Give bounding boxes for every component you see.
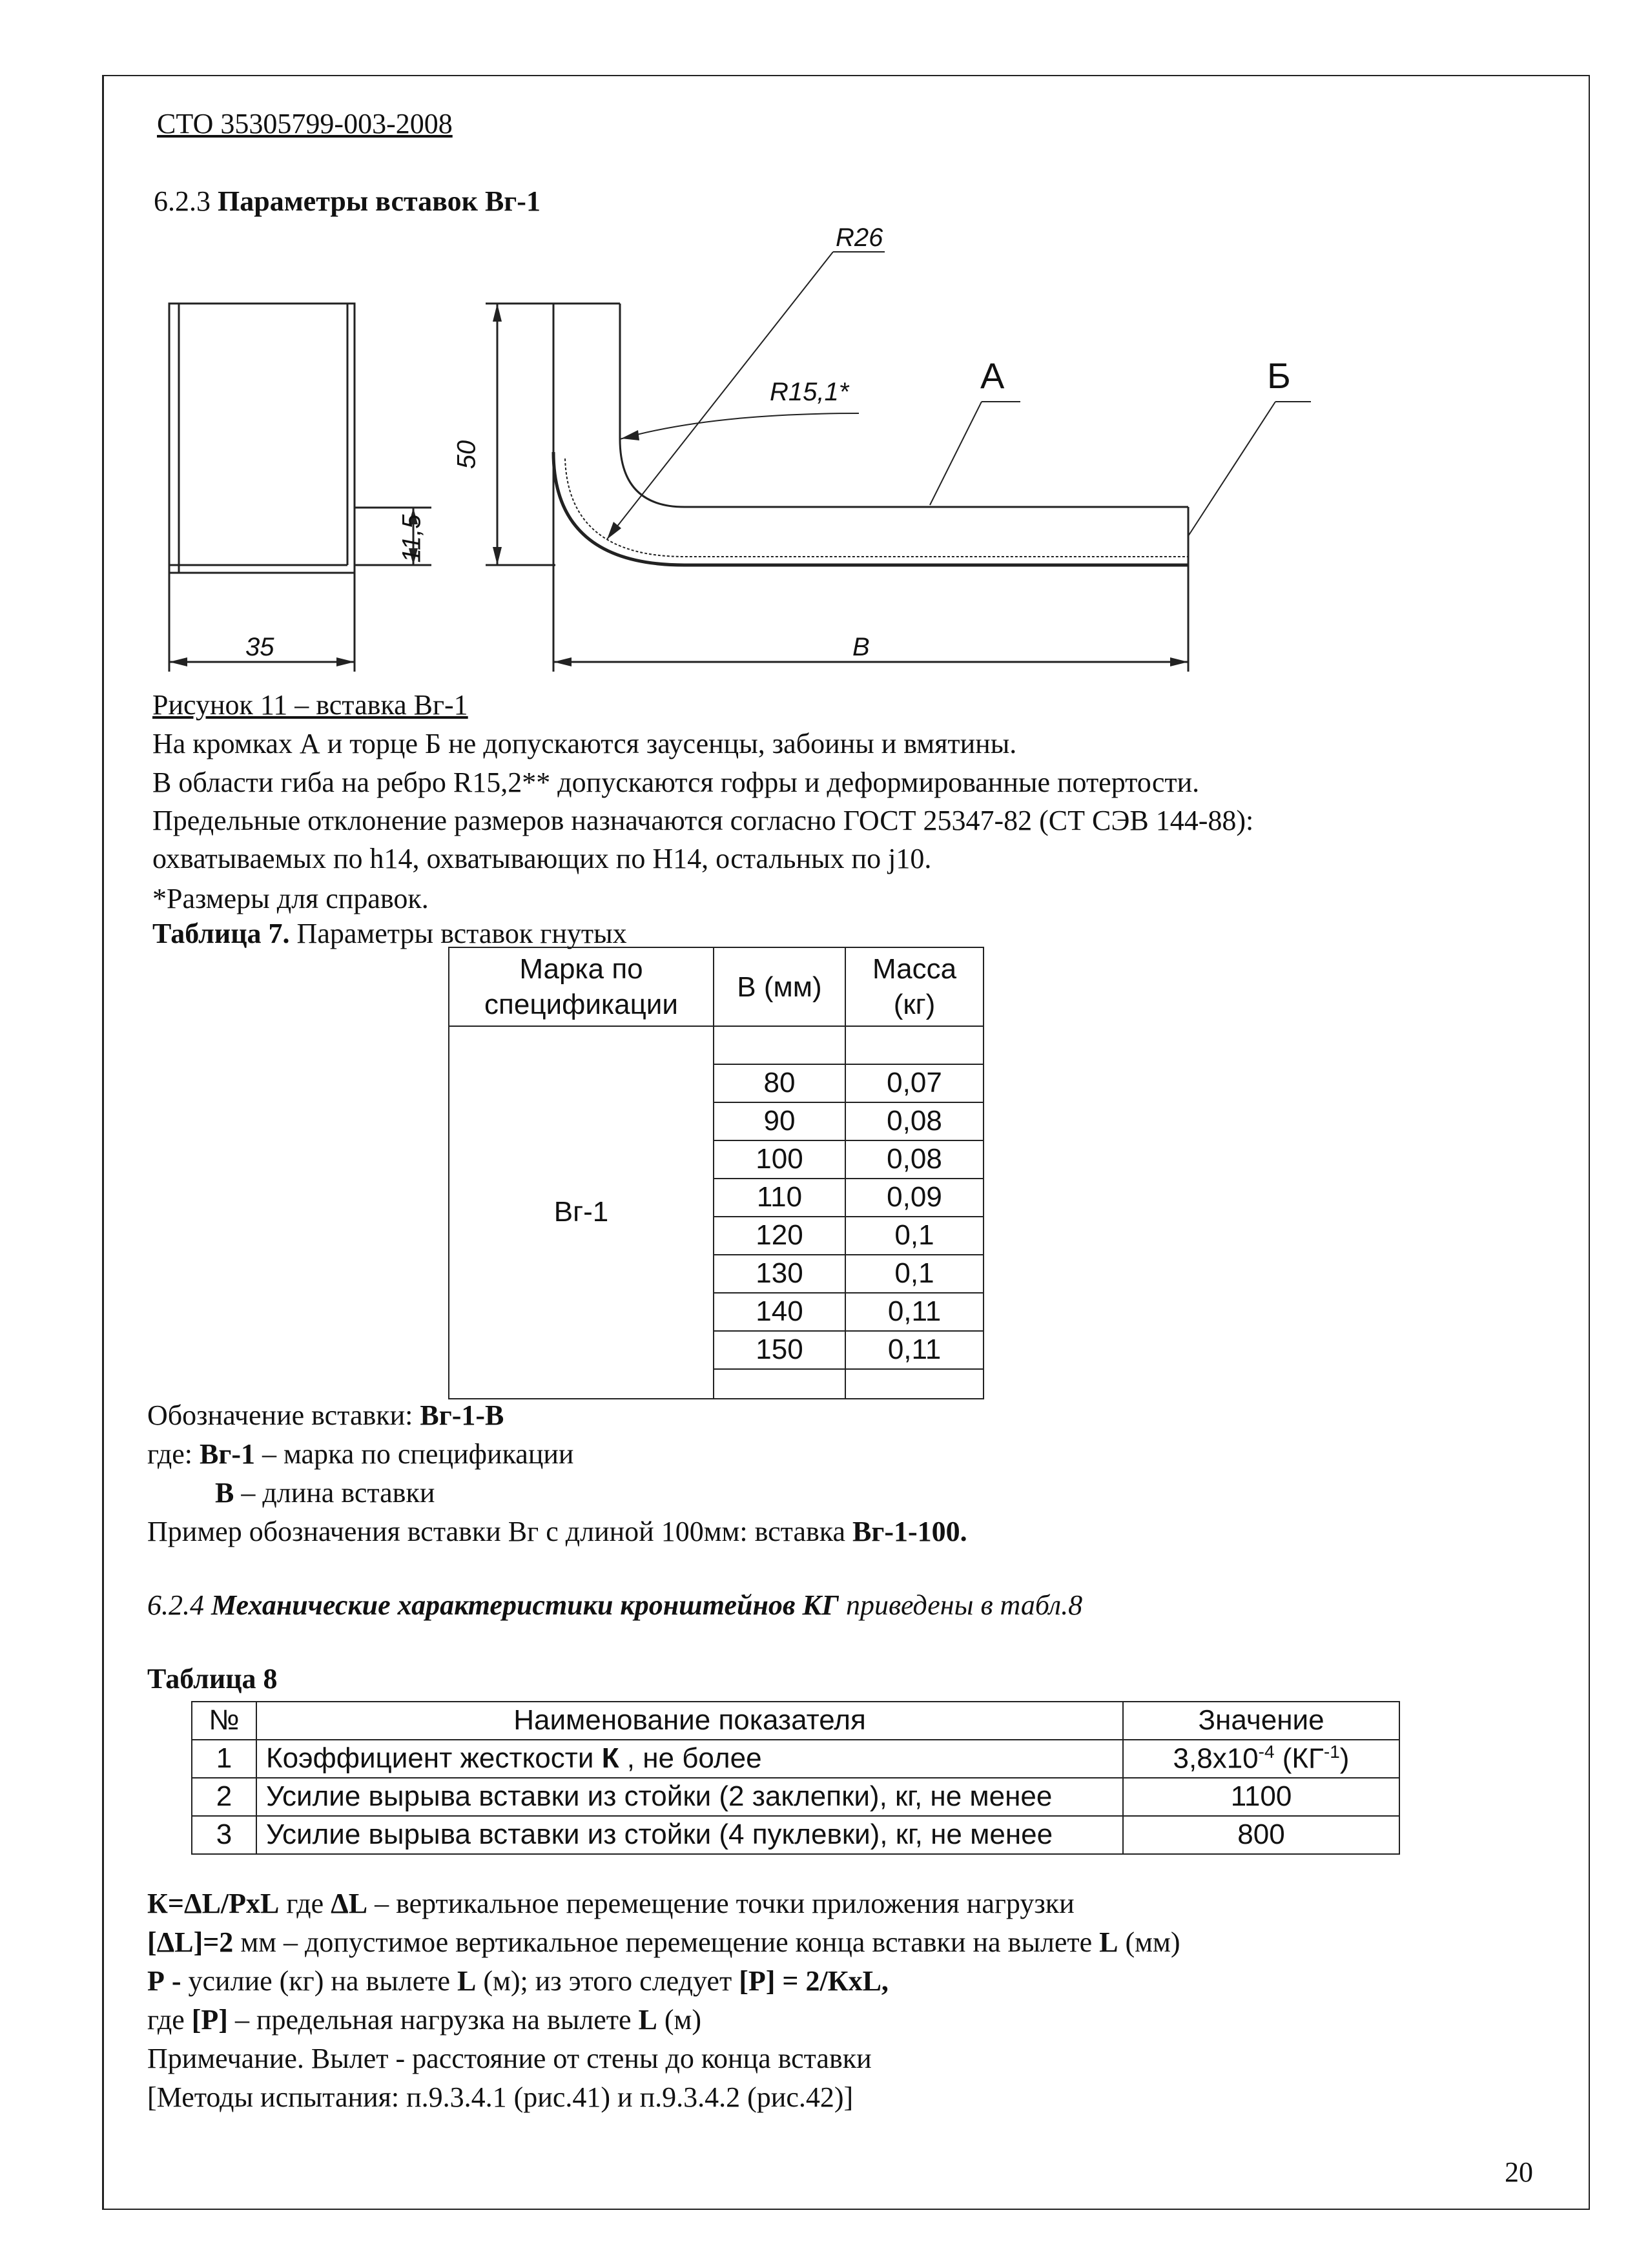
table8-name-pre: Коэффициент жесткости xyxy=(266,1742,602,1775)
side-view-outline xyxy=(169,304,355,573)
table8-header-num: № xyxy=(192,1702,256,1740)
formula-l-unit-m: (м) xyxy=(657,2004,702,2036)
table8-value-close: ) xyxy=(1339,1743,1350,1775)
formula-k: К=ΔL/PxL xyxy=(147,1888,280,1919)
figure-note-4: охватываемых по h14, охватывающих по H14, остальных по j10. xyxy=(152,843,932,874)
figure-note-1: На кромках А и торце Б не допускаются заусенцы, забоины и вмятины. xyxy=(152,728,1017,759)
table7-mass-cell: 0,1 xyxy=(845,1217,984,1255)
table7-title-text: Параметры вставок гнутых xyxy=(289,918,627,949)
designation-b: В xyxy=(215,1477,234,1509)
formula-l: L xyxy=(457,1965,477,1997)
table8-value-base: 3,8x10 xyxy=(1173,1743,1259,1775)
formula-p-limit: [Р] xyxy=(191,2004,228,2036)
table-row xyxy=(192,1740,1399,1778)
table8-header-value: Значение xyxy=(1123,1702,1399,1740)
formula-l: L xyxy=(638,2004,657,2036)
table7-mass-cell: 0,11 xyxy=(845,1331,984,1369)
label-a: А xyxy=(980,355,1005,396)
table7-mass-cell: 0,11 xyxy=(845,1293,984,1331)
table8-header-name: Наименование показателя xyxy=(256,1702,1123,1740)
table7-b-cell: 90 xyxy=(714,1102,845,1140)
designation-where: где: xyxy=(147,1438,200,1470)
formula-line-2 xyxy=(147,1926,1180,1960)
section-623-title: Параметры вставок Вг-1 xyxy=(218,185,541,217)
section-624-heading xyxy=(147,1589,1082,1623)
leader-r15 xyxy=(620,413,859,439)
formula-p-limit-desc: – предельная нагрузка на вылете xyxy=(227,2004,639,2036)
dim-b-label: В xyxy=(852,633,870,661)
table7-mass-cell: 0,08 xyxy=(845,1140,984,1179)
dim-50-label: 50 xyxy=(452,440,481,469)
designation-code: Вг-1-В xyxy=(420,1399,504,1431)
table7-b-cell: 130 xyxy=(714,1255,845,1293)
formula-p-result: [Р] = 2/КxL, xyxy=(739,1965,889,1997)
formula-p-desc: усилие (кг) на вылете xyxy=(181,1965,458,1997)
formula-line-4 xyxy=(147,2003,701,2037)
formula-where-2: где xyxy=(147,2004,192,2036)
formula-line-3 xyxy=(147,1964,889,1999)
table7-mass-cell: 0,09 xyxy=(845,1179,984,1217)
dim-r26-label: R26 xyxy=(836,223,883,252)
table7-header-mark: Марка по спецификации xyxy=(449,947,714,1026)
formula-delta-l: ΔL xyxy=(331,1888,368,1919)
table8-num-cell: 1 xyxy=(192,1740,256,1778)
formula-where: где xyxy=(279,1888,331,1919)
table7-b-cell: 140 xyxy=(714,1293,845,1331)
table8-name-cell: Усилие вырыва вставки из стойки (4 пуклевки), кг, не менее xyxy=(256,1816,1123,1854)
figure-caption: Рисунок 11 – вставка Вг-1 xyxy=(152,689,468,721)
designation-mark: Вг-1 xyxy=(200,1438,255,1470)
table-row xyxy=(192,1778,1399,1816)
page-number: 20 xyxy=(1505,2156,1533,2188)
figure-note-3: Предельные отклонение размеров назначаются согласно ГОСТ 25347-82 (СТ СЭВ 144-88): xyxy=(152,805,1254,836)
designation-b-desc: – длина вставки xyxy=(234,1477,435,1509)
formula-delta-l-desc: – вертикальное перемещение точки приложения нагрузки xyxy=(367,1888,1075,1919)
table7-b-cell: 80 xyxy=(714,1064,845,1102)
table7-mass-cell: 0,08 xyxy=(845,1102,984,1140)
table7-mass-cell: 0,1 xyxy=(845,1255,984,1293)
table8-title: Таблица 8 xyxy=(147,1663,278,1695)
table-7 xyxy=(448,947,984,1399)
table8-name-cell: Усилие вырыва вставки из стойки (2 заклепки), кг, не менее xyxy=(256,1778,1123,1816)
section-624-title: Механические характеристики кронштейнов КГ xyxy=(211,1589,839,1621)
table7-header-mass: Масса (кг) xyxy=(845,947,984,1026)
table7-b-cell: 120 xyxy=(714,1217,845,1255)
table7-empty-cell xyxy=(845,1026,984,1064)
designation-example-text: Пример обозначения вставки Вг с длиной 100мм: вставка xyxy=(147,1516,852,1547)
profile-outer-edge xyxy=(553,452,1188,565)
designation-line-1 xyxy=(147,1399,504,1433)
formula-l: L xyxy=(1099,1926,1118,1958)
table7-title-number: Таблица 7. xyxy=(152,918,290,949)
table7-b-cell: 100 xyxy=(714,1140,845,1179)
table8-value-cell: 1100 xyxy=(1123,1778,1399,1816)
formula-allowed-delta: [ΔL]=2 xyxy=(147,1926,234,1958)
formula-line-1 xyxy=(147,1887,1075,1921)
leader-a xyxy=(930,402,982,505)
table-row xyxy=(192,1816,1399,1854)
designation-label: Обозначение вставки: xyxy=(147,1399,420,1431)
table7-empty-cell xyxy=(714,1369,845,1399)
dim-r15-label: R15,1* xyxy=(770,378,849,406)
section-624-number: 6.2.4 xyxy=(147,1589,211,1621)
section-624-title-rest: приведены в табл.8 xyxy=(838,1589,1083,1621)
designation-mark-desc: – марка по спецификации xyxy=(254,1438,574,1470)
table8-value-unit-exp: -1 xyxy=(1323,1742,1340,1762)
formula-l-unit: (мм) xyxy=(1118,1926,1180,1958)
designation-example-code: Вг-1-100. xyxy=(852,1516,967,1547)
formula-follows: (м); из этого следует xyxy=(476,1965,739,1997)
formula-p: Р - xyxy=(147,1965,181,1997)
table8-value-exp: -4 xyxy=(1258,1742,1275,1762)
designation-line-2 xyxy=(147,1438,573,1472)
table8-name-post: , не более xyxy=(619,1742,762,1775)
dim-35-label: 35 xyxy=(245,633,274,661)
dim-11-5-label: 11,5 xyxy=(397,514,426,563)
figure-note-5: *Размеры для справок. xyxy=(152,883,429,914)
technical-drawing xyxy=(0,0,1628,697)
designation-line-3 xyxy=(215,1476,435,1510)
table7-empty-cell xyxy=(714,1026,845,1064)
section-623-number: 6.2.3 xyxy=(154,185,211,217)
label-b: Б xyxy=(1267,355,1291,396)
table8-value-unit: (КГ xyxy=(1274,1743,1324,1775)
table7-b-cell: 110 xyxy=(714,1179,845,1217)
table8-num-cell: 3 xyxy=(192,1816,256,1854)
table8-num-cell: 2 xyxy=(192,1778,256,1816)
table8-value-cell xyxy=(1123,1740,1399,1778)
table8-name-k: К xyxy=(601,1742,619,1775)
table8-value-cell: 800 xyxy=(1123,1816,1399,1854)
table8-name-cell xyxy=(256,1740,1123,1778)
table-8 xyxy=(191,1701,1400,1855)
table7-mass-cell: 0,07 xyxy=(845,1064,984,1102)
table7-b-cell: 150 xyxy=(714,1331,845,1369)
profile-inner-edge xyxy=(620,439,1188,507)
table7-header-b: В (мм) xyxy=(714,947,845,1026)
figure-note-2: В области гиба на ребро R15,2** допускаются гофры и деформированные потертости. xyxy=(152,767,1200,798)
table7-empty-cell xyxy=(845,1369,984,1399)
designation-example xyxy=(147,1515,967,1549)
table7-mark-cell: Вг-1 xyxy=(449,1026,714,1399)
doc-code: СТО 35305799-003-2008 xyxy=(157,108,453,139)
test-methods: [Методы испытания: п.9.3.4.1 (рис.41) и п.9.3.4.2 (рис.42)] xyxy=(147,2081,854,2113)
leader-b xyxy=(1188,402,1275,536)
formula-note: Примечание. Вылет - расстояние от стены до конца вставки xyxy=(147,2043,872,2074)
formula-allowed-desc: мм – допустимое вертикальное перемещение конца вставки на вылете xyxy=(233,1926,1100,1958)
table7-title xyxy=(152,917,627,951)
